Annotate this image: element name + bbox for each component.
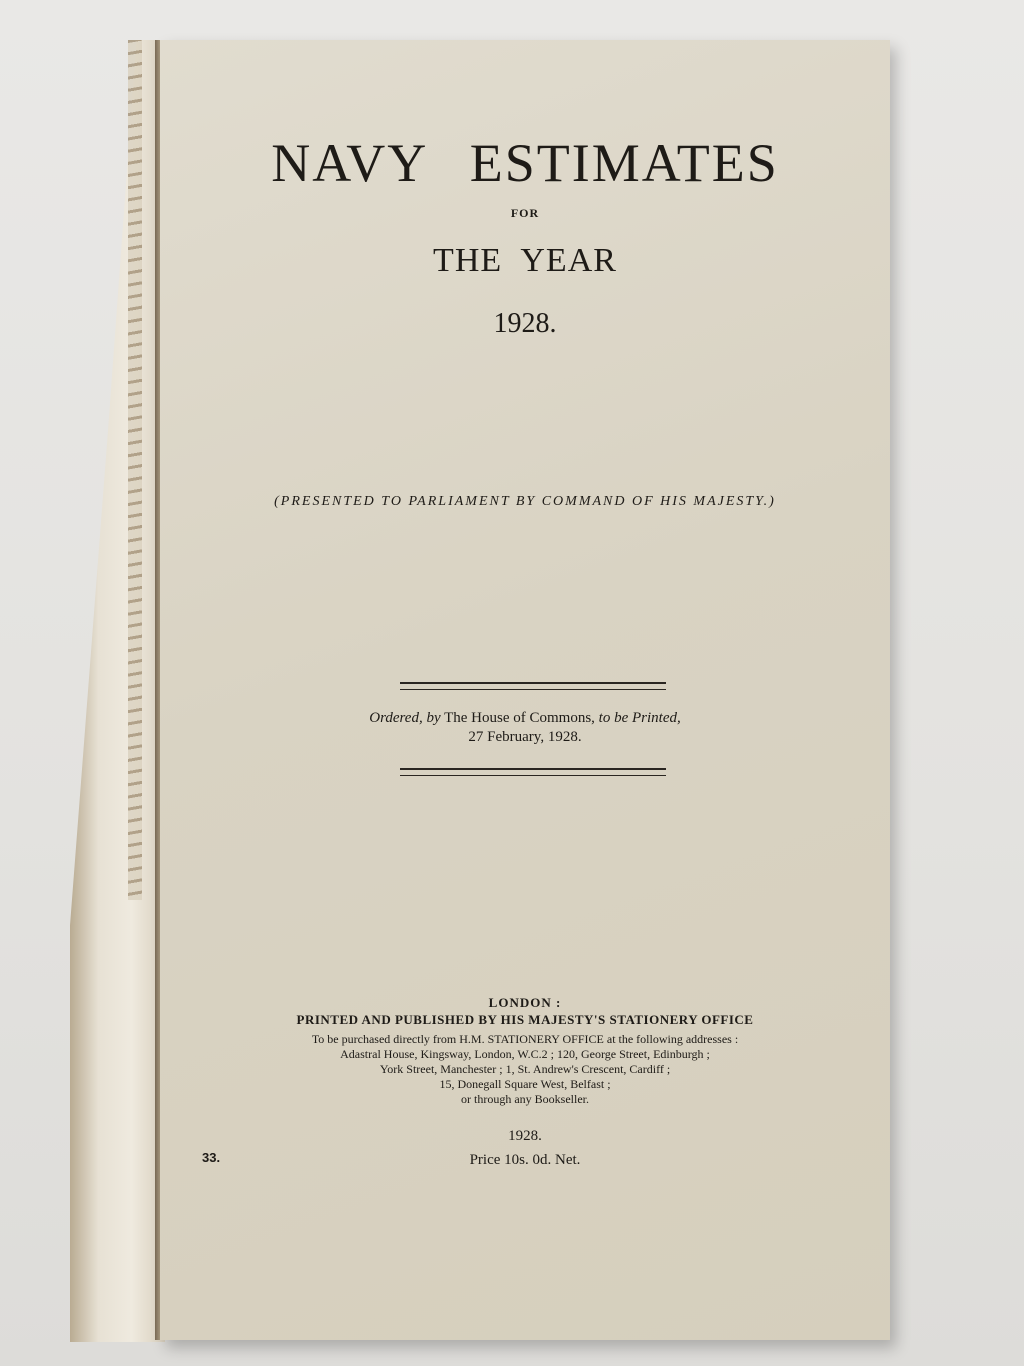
year-number: 1928. bbox=[493, 308, 557, 339]
serial-number: 33. bbox=[202, 1150, 221, 1165]
imprint-city: LONDON : bbox=[488, 995, 562, 1010]
price-line: Price 10s. 0d. Net. bbox=[469, 1152, 581, 1168]
document-title: NAVY ESTIMATES bbox=[271, 133, 779, 193]
spine-binding-thread bbox=[128, 40, 142, 900]
order-line bbox=[160, 710, 890, 727]
house-of-commons-text: The House of Commons, bbox=[444, 710, 595, 726]
title-page bbox=[160, 40, 890, 1340]
order-date: 27 February, 1928. bbox=[468, 729, 582, 745]
bottom-divider-rule bbox=[400, 768, 666, 776]
presented-statement: (PRESENTED TO PARLIAMENT BY COMMAND OF HIS MAJESTY.) bbox=[274, 494, 776, 509]
publication-year: 1928. bbox=[508, 1128, 542, 1144]
book-spine bbox=[70, 40, 165, 1342]
imprint-address-line: 15, Donegall Square West, Belfast ; bbox=[439, 1077, 611, 1091]
imprint-address-line: Adastral House, Kingsway, London, W.C.2 ; 120, George Street, Edinburgh ; bbox=[340, 1047, 710, 1061]
imprint-address-line: or through any Bookseller. bbox=[461, 1092, 589, 1106]
imprint-publisher: PRINTED AND PUBLISHED BY HIS MAJESTY'S STATIONERY OFFICE bbox=[296, 1012, 754, 1027]
imprint-address-line: To be purchased directly from H.M. STATIONERY OFFICE at the following addresses : bbox=[311, 1032, 739, 1046]
imprint-address-line: York Street, Manchester ; 1, St. Andrew's Crescent, Cardiff ; bbox=[379, 1062, 671, 1076]
for-label: FOR bbox=[510, 206, 540, 220]
top-divider-rule bbox=[400, 682, 666, 690]
ordered-by-text: Ordered, by bbox=[369, 710, 441, 726]
year-label: THE YEAR bbox=[433, 242, 617, 279]
to-be-printed-text: to be Printed, bbox=[598, 710, 681, 726]
